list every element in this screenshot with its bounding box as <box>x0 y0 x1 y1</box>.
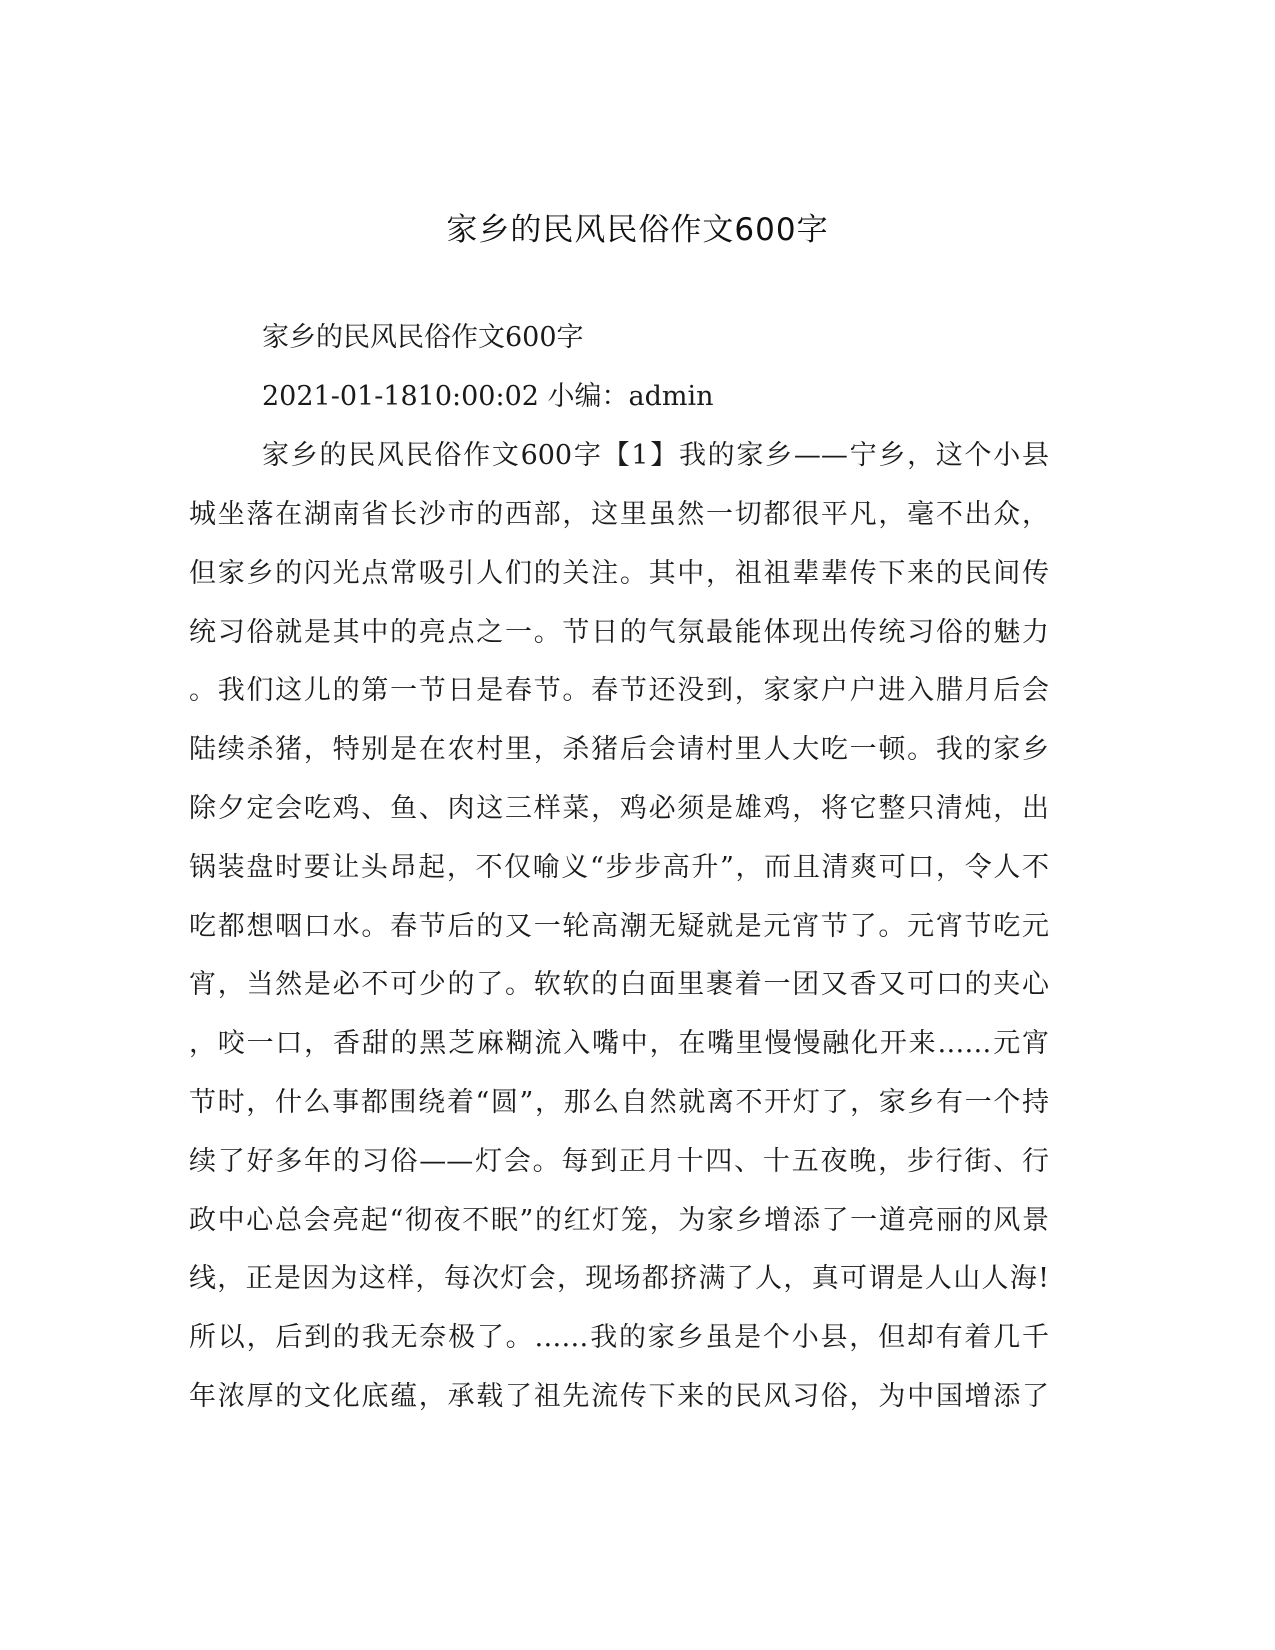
paragraph-line: 政中心总会亮起“彻夜不眠”的红灯笼，为家乡增添了一道亮丽的风景 <box>189 1204 1049 1236</box>
paragraph-line: 除夕定会吃鸡、鱼、肉这三样菜，鸡必须是雄鸡，将它整只清炖，出 <box>189 793 1049 824</box>
paragraph-line: 统习俗就是其中的亮点之一。节日的气氛最能体现出传统习俗的魅力 <box>189 616 1049 648</box>
paragraph-line: 年浓厚的文化底蕴，承载了祖先流传下来的民风习俗，为中国增添了 <box>189 1381 1049 1412</box>
paragraph-line: 所以，后到的我无奈极了。……我的家乡虽是个小县，但却有着几千 <box>189 1322 1049 1354</box>
paragraph-line: 。我们这儿的第一节日是春节。春节还没到，家家户户进入腊月后会 <box>189 675 1049 707</box>
paragraph-line: 但家乡的闪光点常吸引人们的关注。其中，祖祖辈辈传下来的民间传 <box>189 557 1049 589</box>
paragraph-line: 吃都想咽口水。春节后的又一轮高潮无疑就是元宵节了。元宵节吃元 <box>189 910 1049 942</box>
paragraph-line: 线，正是因为这样，每次灯会，现场都挤满了人，真可谓是人山人海! <box>189 1263 1049 1295</box>
paragraph-line: 节时，什么事都围绕着“圆”，那么自然就离不开灯了，家乡有一个持 <box>189 1087 1049 1118</box>
paragraph-line: 续了好多年的习俗——灯会。每到正月十四、十五夜晚，步行街、行 <box>189 1145 1049 1177</box>
paragraph-line: 陆续杀猪，特别是在农村里，杀猪后会请村里人大吃一顿。我的家乡 <box>189 734 1049 766</box>
paragraph-line: 锅装盘时要让头昂起，不仅喻义“步步高升”，而且清爽可口，令人不 <box>189 851 1049 883</box>
document-subtitle: 家乡的民风民俗作文600字 <box>262 322 584 353</box>
document-title: 家乡的民风民俗作文600字 <box>446 212 829 248</box>
document-meta: 2021-01-1810:00:02 小编：admin <box>262 381 714 412</box>
paragraph-line: 宵，当然是必不可少的了。软软的白面里裹着一团又香又可口的夹心 <box>189 969 1049 1001</box>
paragraph-first-line: 家乡的民风民俗作文600字【1】我的家乡——宁乡，这个小县 <box>262 440 1049 471</box>
paragraph-line: 城坐落在湖南省长沙市的西部，这里虽然一切都很平凡，毫不出众， <box>189 499 1049 530</box>
paragraph-line: ，咬一口，香甜的黑芝麻糊流入嘴中，在嘴里慢慢融化开来……元宵 <box>189 1028 1049 1060</box>
